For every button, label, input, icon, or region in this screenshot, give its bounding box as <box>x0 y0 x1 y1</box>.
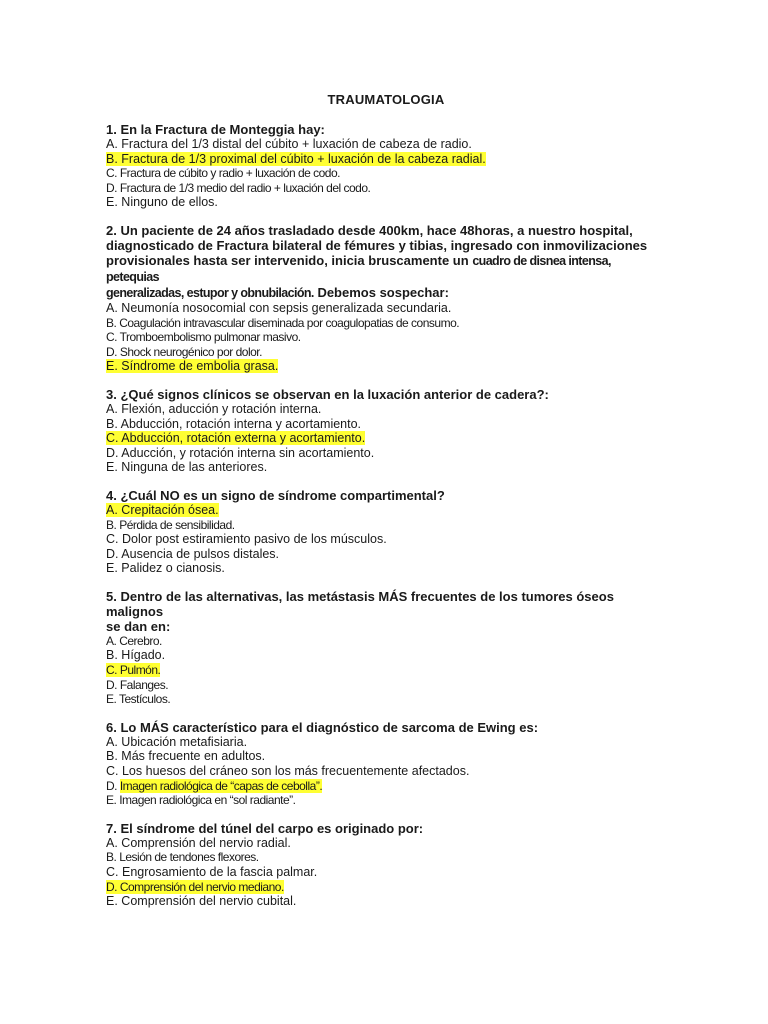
question-5 <box>106 589 666 707</box>
question-5-option-b: B. Hígado. <box>106 648 166 663</box>
question-4-option-e: E. Palidez o cianosis. <box>106 561 225 576</box>
question-3-option-e: E. Ninguna de las anteriores. <box>106 460 268 475</box>
question-2-line-4b: Debemos sospechar: <box>317 284 449 300</box>
question-6-text: 6. Lo MÁS característico para el diagnóstico de sarcoma de Ewing es: <box>106 719 539 735</box>
question-2-line-3b: cuadro de disnea intensa, petequias <box>106 253 611 284</box>
question-1-text: 1. En la Fractura de Monteggia hay: <box>106 122 325 137</box>
question-4 <box>106 488 666 576</box>
question-1-option-b: B. Fractura de 1/3 proximal del cúbito + luxación de la cabeza radial. <box>106 151 486 166</box>
question-7 <box>106 821 666 909</box>
document-title: TRAUMATOLOGIA <box>327 92 445 107</box>
question-6-option-e: E. Imagen radiológica en “sol radiante”. <box>106 793 296 808</box>
question-3-option-b: B. Abducción, rotación interna y acortamiento. <box>106 416 362 431</box>
question-6-option-d: D. Imagen radiológica de “capas de cebolla”. <box>106 778 323 793</box>
question-1 <box>106 122 666 210</box>
question-4-option-c: C. Dolor post estiramiento pasivo de los músculos. <box>106 532 387 547</box>
question-7-option-e: E. Comprensión del nervio cubital. <box>106 894 297 909</box>
question-3-option-c: C. Abducción, rotación externa y acortamiento. <box>106 431 366 446</box>
question-7-option-a: A. Comprensión del nervio radial. <box>106 835 291 850</box>
question-7-option-c: C. Engrosamiento de la fascia palmar. <box>106 865 318 879</box>
question-6-option-c: C. Los huesos del cráneo son los más frecuentemente afectados. <box>106 764 470 779</box>
question-7-text: 7. El síndrome del túnel del carpo es originado por: <box>106 820 424 836</box>
question-2-option-d: D. Shock neurogénico por dolor. <box>106 344 262 359</box>
question-7-option-b: B. Lesión de tendones flexores. <box>106 850 259 865</box>
question-3 <box>106 387 666 475</box>
question-3-option-d: D. Aducción, y rotación interna sin acortamiento. <box>106 445 375 460</box>
question-2-option-b: B. Coagulación intravascular diseminada por coagulopatias de consumo. <box>106 315 460 330</box>
question-1-option-a: A. Fractura del 1/3 distal del cúbito + luxación de cabeza de radio. <box>106 137 472 151</box>
question-2-option-a: A. Neumonía nosocomial con sepsis generalizada secundaria. <box>106 300 452 315</box>
question-1-option-c: C. Fractura de cúbito y radio + luxación de codo. <box>106 166 340 181</box>
question-2 <box>106 223 666 374</box>
question-3-option-a: A. Flexión, aducción y rotación interna. <box>106 401 322 416</box>
question-2-option-e: E. Síndrome de embolia grasa. <box>106 359 279 374</box>
question-4-text: 4. ¿Cuál NO es un signo de síndrome compartimental? <box>106 487 445 503</box>
question-5-option-a: A. Cerebro. <box>106 633 162 648</box>
question-5-option-c: C. Pulmón. <box>106 663 161 678</box>
question-2-option-c: C. Tromboembolismo pulmonar masivo. <box>106 330 301 345</box>
question-4-option-d: D. Ausencia de pulsos distales. <box>106 546 280 561</box>
question-2-line-1: 2. Un paciente de 24 años trasladado desde 400km, hace 48horas, a nuestro hospital, <box>106 222 633 238</box>
question-4-option-a: A. Crepitación ósea. <box>106 502 219 517</box>
question-5-text <box>106 589 666 634</box>
question-2-line-3: provisionales hasta ser intervenido, inicia bruscamente un <box>106 252 469 268</box>
question-6-option-b: B. Más frecuente en adultos. <box>106 749 266 764</box>
question-6 <box>106 720 666 808</box>
document-page <box>106 92 666 922</box>
question-5-option-e: E. Testículos. <box>106 692 171 707</box>
question-1-option-d: D. Fractura de 1/3 medio del radio + luxación del codo. <box>106 180 371 195</box>
question-2-line-2: diagnosticado de Fractura bilateral de fémures y tibias, ingresado con inmovilizaciones <box>106 237 648 253</box>
question-4-option-b: B. Pérdida de sensibilidad. <box>106 517 235 532</box>
question-2-text <box>106 223 666 301</box>
question-5-line-1: 5. Dentro de las alternativas, las metástasis MÁS frecuentes de los tumores óseos malignos <box>106 588 614 619</box>
question-2-line-4: generalizadas, estupor y obnubilación. <box>106 285 314 300</box>
question-1-option-e: E. Ninguno de ellos. <box>106 195 218 210</box>
question-6-option-a: A. Ubicación metafisiaria. <box>106 734 248 749</box>
question-3-text: 3. ¿Qué signos clínicos se observan en la luxación anterior de cadera?: <box>106 386 549 402</box>
question-7-option-d: D. Comprensión del nervio mediano. <box>106 879 284 894</box>
question-5-option-d: D. Falanges. <box>106 677 169 692</box>
question-5-line-2: se dan en: <box>106 618 171 634</box>
